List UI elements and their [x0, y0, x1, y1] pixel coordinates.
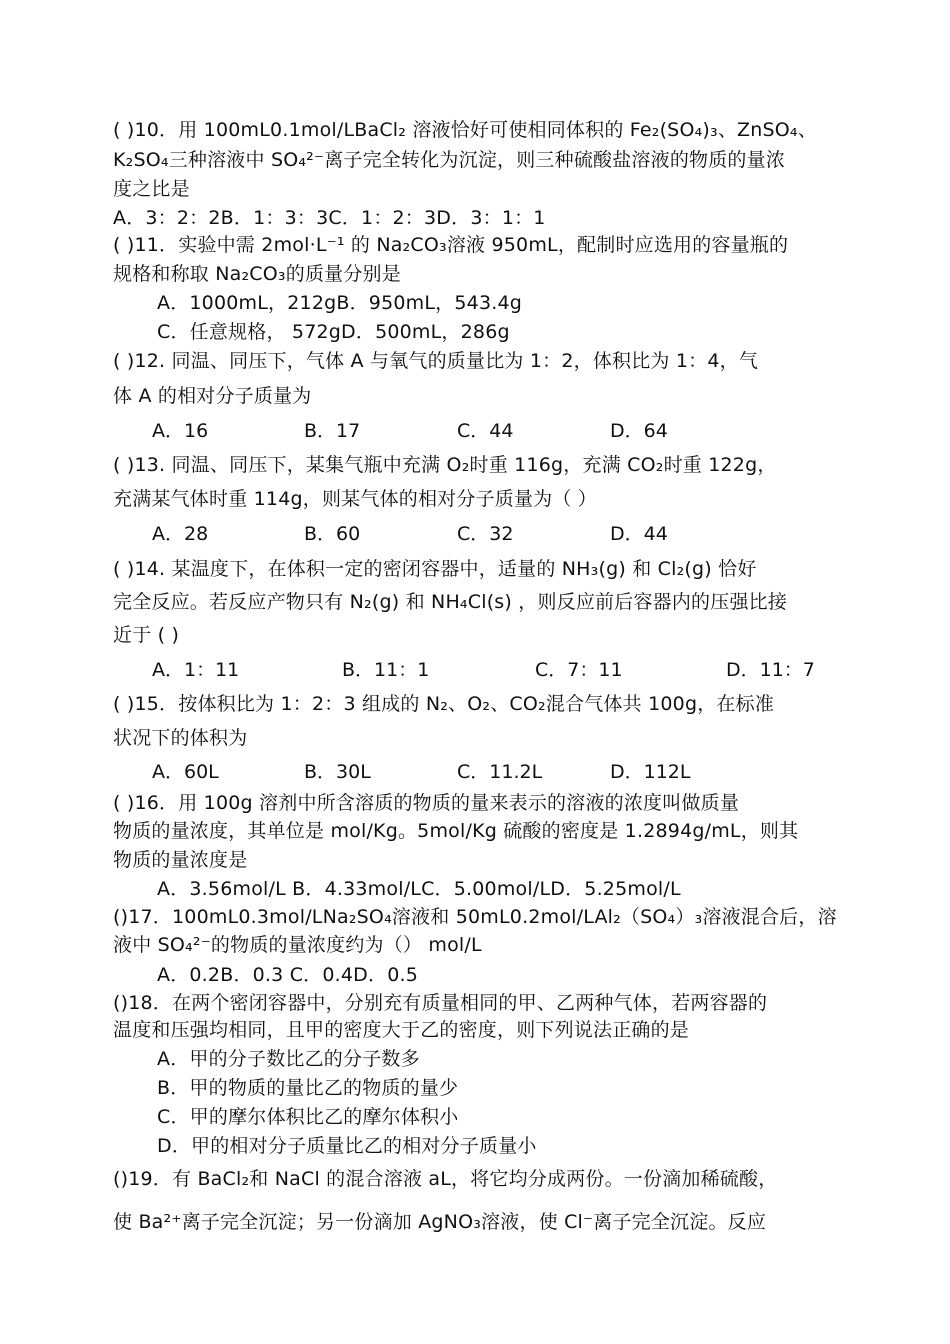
option-c: C．11.2L [457, 761, 543, 783]
question-15-line-2: 状况下的体积为 [113, 727, 248, 749]
question-19-line-1: ()19．有 BaCl₂和 NaCl 的混合溶液 aL，将它均分成两份。一份滴加稀硫酸， [113, 1168, 778, 1190]
question-14-line-2: 完全反应。若反应产物只有 N₂(g) 和 NH₄Cl(s) ，则反应前后容器内的压强比接 [113, 591, 788, 613]
option-a: A．60L [152, 761, 219, 783]
question-18-option-b: B．甲的物质的量比乙的物质的量少 [157, 1077, 459, 1099]
option-b: B．11：1 [342, 659, 430, 681]
question-18-option-a: A．甲的分子数比乙的分子数多 [157, 1048, 420, 1070]
question-18-line-1: ()18．在两个密闭容器中，分别充有质量相同的甲、乙两种气体，若两容器的 [113, 992, 768, 1014]
question-18-line-2: 温度和压强均相同，且甲的密度大于乙的密度，则下列说法正确的是 [113, 1019, 690, 1041]
option-b: B．17 [304, 420, 361, 442]
option-b: B．30L [304, 761, 371, 783]
question-14-line-3: 近于 ( ) [113, 624, 180, 646]
question-10-options: A．3：2：2B．1：3：3C．1：2：3D．3：1：1 [113, 207, 546, 229]
question-11-options-row-1: A．1000mL，212gB．950mL，543.4g [157, 292, 523, 314]
question-18-option-d: D．甲的相对分子质量比乙的相对分子质量小 [157, 1135, 537, 1157]
question-10-line-3: 度之比是 [113, 178, 190, 200]
option-d: D．11：7 [726, 659, 815, 681]
option-d: D．64 [610, 420, 668, 442]
question-16-line-2: 物质的量浓度，其单位是 mol/Kg。5mol/Kg 硫酸的密度是 1.2894g/mL，则其 [113, 820, 799, 842]
question-12-line-1: ( )12. 同温、同压下，气体 A 与氧气的质量比为 1：2，体积比为 1：4，气 [113, 350, 759, 372]
question-17-options: A．0.2B．0.3 C．0.4D．0.5 [157, 964, 419, 986]
option-a: A．28 [152, 523, 209, 545]
question-17-line-2: 液中 SO₄²⁻的物质的量浓度约为（） mol/L [113, 934, 482, 956]
question-18-option-c: C．甲的摩尔体积比乙的摩尔体积小 [157, 1106, 459, 1128]
question-16-line-1: ( )16．用 100g 溶剂中所含溶质的物质的量来表示的溶液的浓度叫做质量 [113, 792, 740, 814]
question-11-options-row-2: C．任意规格， 572gD．500mL，286g [157, 321, 510, 343]
question-19-line-2: 使 Ba²⁺离子完全沉淀；另一份滴加 AgNO₃溶液，使 Cl⁻离子完全沉淀。反应 [113, 1211, 767, 1233]
option-a: A．1：11 [152, 659, 240, 681]
option-a: A．16 [152, 420, 209, 442]
option-c: C．7：11 [535, 659, 623, 681]
question-12-line-2: 体 A 的相对分子质量为 [113, 385, 312, 407]
question-11-line-2: 规格和称取 Na₂CO₃的质量分别是 [113, 263, 401, 285]
option-b: B．60 [304, 523, 361, 545]
question-16-options: A．3.56mol/L B．4.33mol/LC．5.00mol/LD．5.25mol/L [157, 878, 681, 900]
question-10-line-2: K₂SO₄三种溶液中 SO₄²⁻离子完全转化为沉淀，则三种硫酸盐溶液的物质的量浓 [113, 149, 786, 171]
option-c: C．44 [457, 420, 514, 442]
option-c: C．32 [457, 523, 514, 545]
option-d: D．44 [610, 523, 668, 545]
question-10-line-1: ( )10．用 100mL0.1mol/LBaCl₂ 溶液恰好可使相同体积的 Fe₂(SO₄)₃、ZnSO₄、 [113, 119, 817, 141]
question-13-line-1: ( )13. 同温、同压下，某集气瓶中充满 O₂时重 116g，充满 CO₂时重 122g， [113, 454, 777, 476]
question-15-line-1: ( )15．按体积比为 1：2：3 组成的 N₂、O₂、CO₂混合气体共 100g，在标准 [113, 693, 775, 715]
option-d: D．112L [610, 761, 691, 783]
question-13-line-2: 充满某气体时重 114g，则某气体的相对分子质量为（ ） [113, 488, 598, 510]
question-11-line-1: ( )11．实验中需 2mol·L⁻¹ 的 Na₂CO₃溶液 950mL，配制时应选用的容量瓶的 [113, 234, 789, 256]
question-17-line-1: ()17．100mL0.3mol/LNa₂SO₄溶液和 50mL0.2mol/LAl₂（SO₄）₃溶液混合后，溶 [113, 906, 837, 928]
question-16-line-3: 物质的量浓度是 [113, 849, 248, 871]
question-14-line-1: ( )14. 某温度下，在体积一定的密闭容器中，适量的 NH₃(g) 和 Cl₂(g) 恰好 [113, 558, 757, 580]
